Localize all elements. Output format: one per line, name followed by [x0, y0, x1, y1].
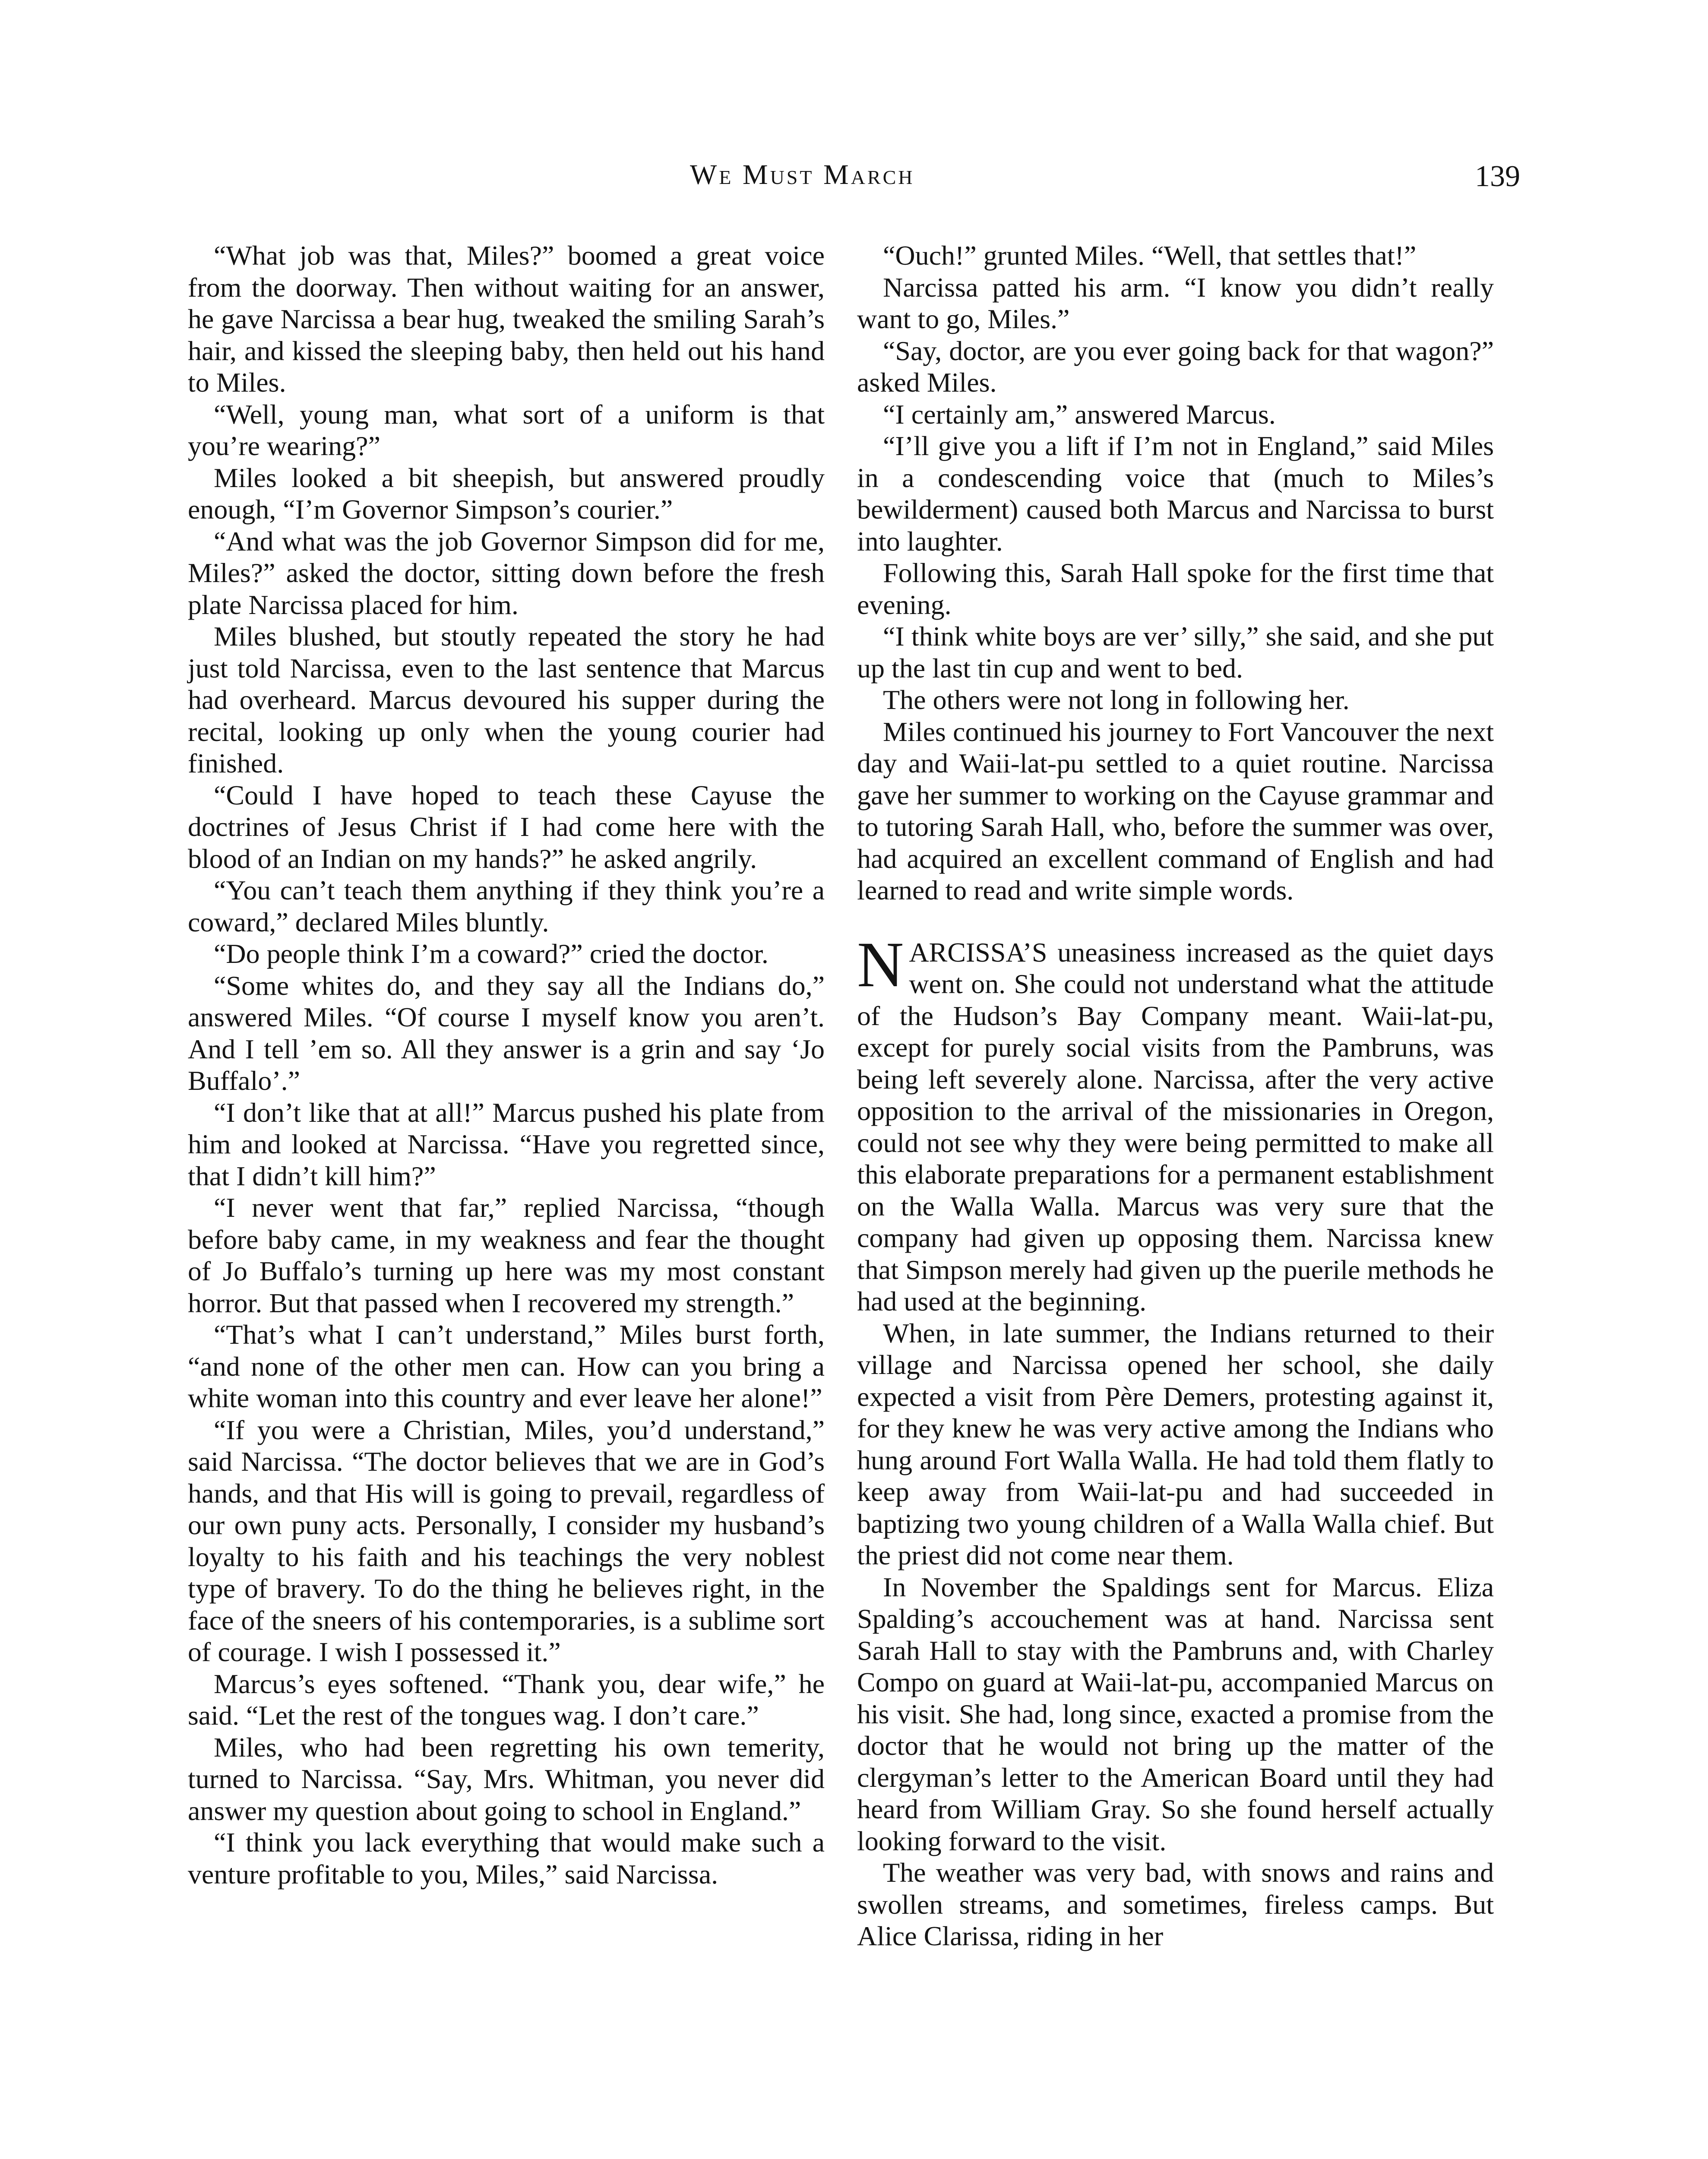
paragraph: “Do people think I’m a coward?” cried the doctor.	[214, 938, 769, 969]
section-first-paragraph-text: uneasiness increased as the quiet days went on. She could not understand what the attitude of the Hudson’s Bay Company meant. Waii-lat-pu, except for purely social visits from the Pambruns, was being left severely alone. Narcissa, after the very active opposition to the arrival of the missionaries in Oregon, could not see why they were being permitted to make all this elaborate preparations for a permanent establishment on the Walla Walla. Marcus was very sure that the company had given up opposing them. Narcissa knew that Simpson merely had given up the puerile methods he had used at the beginning.	[857, 937, 1494, 1317]
paragraph: “Say, doctor, are you ever going back for that wagon?” asked Miles.	[857, 335, 1494, 398]
paragraph: Following this, Sarah Hall spoke for the first time that evening.	[857, 557, 1494, 620]
page-header	[0, 155, 1708, 203]
paragraph: “If you were a Christian, Miles, you’d understand,” said Narcissa. “The doctor believes that we are in God’s hands, and that His will is going to prevail, regardless of our own puny acts. Personally, I consider my husband’s loyalty to his faith and his teachings the very noblest type of bravery. To do the thing he believes right, in the face of the sneers of his contemporaries, is a sublime sort of courage. I wish I possessed it.”	[188, 1414, 825, 1667]
running-title: We Must March	[690, 159, 915, 190]
paragraph: Miles continued his journey to Fort Vancouver the next day and Waii-lat-pu settled to a quiet routine. Narcissa gave her summer to working on the Cayuse grammar and to tutoring Sarah Hall, who, before the summer was over, had acquired an excellent command of English and had learned to read and write simple words.	[857, 716, 1494, 905]
paragraph: “I don’t like that at all!” Marcus pushed his plate from him and looked at Narcissa. “Have you regretted since, that I didn’t kill him?”	[188, 1097, 825, 1191]
paragraph: “I certainly am,” answered Marcus.	[883, 399, 1276, 430]
paragraph: “Well, young man, what sort of a uniform is that you’re wearing?”	[188, 399, 825, 461]
paragraph: “I think white boys are ver’ silly,” she said, and she put up the last tin cup and went to bed.	[857, 621, 1494, 684]
paragraph: “I’ll give you a lift if I’m not in England,” said Miles in a condescending voice that (much to Miles’s bewilderment) caused both Marcus and Narcissa to burst into laughter.	[857, 431, 1494, 557]
paragraph: “I think you lack everything that would make such a venture profitable to you, Miles,” said Narcissa.	[188, 1827, 825, 1890]
paragraph: Narcissa patted his arm. “I know you didn’t really want to go, Miles.”	[857, 272, 1494, 334]
paragraph: “Some whites do, and they say all the Indians do,” answered Miles. “Of course I myself know you aren’t. And I tell ’em so. All they answer is a grin and say ‘Jo Buffalo’.”	[188, 970, 825, 1096]
section-opening-paragraph	[857, 928, 1494, 1317]
paragraph: The others were not long in following her.	[883, 684, 1350, 715]
paragraph: “That’s what I can’t understand,” Miles burst forth, “and none of the other men can. How can you bring a white woman into this country and ever leave her alone!”	[188, 1319, 825, 1413]
paragraph: Miles, who had been regretting his own temerity, turned to Narcissa. “Say, Mrs. Whitman, you never did answer my question about going to school in England.”	[188, 1732, 825, 1826]
left-column	[188, 240, 825, 1890]
paragraph: “And what was the job Governor Simpson did for me, Miles?” asked the doctor, sitting down before the fresh plate Narcissa placed for him.	[188, 526, 825, 620]
paragraph: The weather was very bad, with snows and rains and swollen streams, and sometimes, fireless camps. But Alice Clarissa, riding in her	[857, 1857, 1494, 1951]
paragraph: Marcus’s eyes softened. “Thank you, dear wife,” he said. “Let the rest of the tongues wag. I don’t care.”	[188, 1668, 825, 1731]
paragraph: “You can’t teach them anything if they think you’re a coward,” declared Miles bluntly.	[188, 875, 825, 937]
paragraph: “I never went that far,” replied Narcissa, “though before baby came, in my weakness and fear the thought of Jo Buffalo’s turning up here was my most constant horror. But that passed when I recovered my strength.”	[188, 1192, 825, 1318]
section-first-word: ARCISSA’S	[909, 937, 1047, 968]
paragraph: “Could I have hoped to teach these Cayuse the doctrines of Jesus Christ if I had come here with the blood of an Indian on my hands?” he asked angrily.	[188, 779, 825, 874]
page-number: 139	[1475, 160, 1520, 193]
right-column	[857, 240, 1494, 1952]
paragraph: When, in late summer, the Indians returned to their village and Narcissa opened her school, she daily expected a visit from Père Demers, protesting against it, for they knew he was very active among the Indians who hung around Fort Walla Walla. He had told them flatly to keep away from Waii-lat-pu and had succeeded in baptizing two young children of a Walla Walla chief. But the priest did not come near them.	[857, 1317, 1494, 1570]
drop-cap: N	[857, 928, 904, 1000]
paragraph: Miles looked a bit sheepish, but answered proudly enough, “I’m Governor Simpson’s courier.”	[188, 462, 825, 525]
paragraph: In November the Spaldings sent for Marcus. Eliza Spalding’s accouchement was at hand. Narcissa sent Sarah Hall to stay with the Pambruns and, with Charley Compo on guard at Waii-lat-pu, accompanied Marcus on his visit. She had, long since, exacted a promise from the doctor that he would not bring up the matter of the clergyman’s letter to the American Board until they had heard from William Gray. So she found herself actually looking forward to the visit.	[857, 1571, 1494, 1856]
paragraph: Miles blushed, but stoutly repeated the story he had just told Narcissa, even to the last sentence that Marcus had overheard. Marcus devoured his supper during the recital, looking up only when the young courier had finished.	[188, 621, 825, 779]
paragraph: “Ouch!” grunted Miles. “Well, that settles that!”	[883, 240, 1417, 271]
paragraph: “What job was that, Miles?” boomed a great voice from the doorway. Then without waiting for an answer, he gave Narcissa a bear hug, tweaked the smiling Sarah’s hair, and kissed the sleeping baby, then held out his hand to Miles.	[188, 240, 825, 398]
